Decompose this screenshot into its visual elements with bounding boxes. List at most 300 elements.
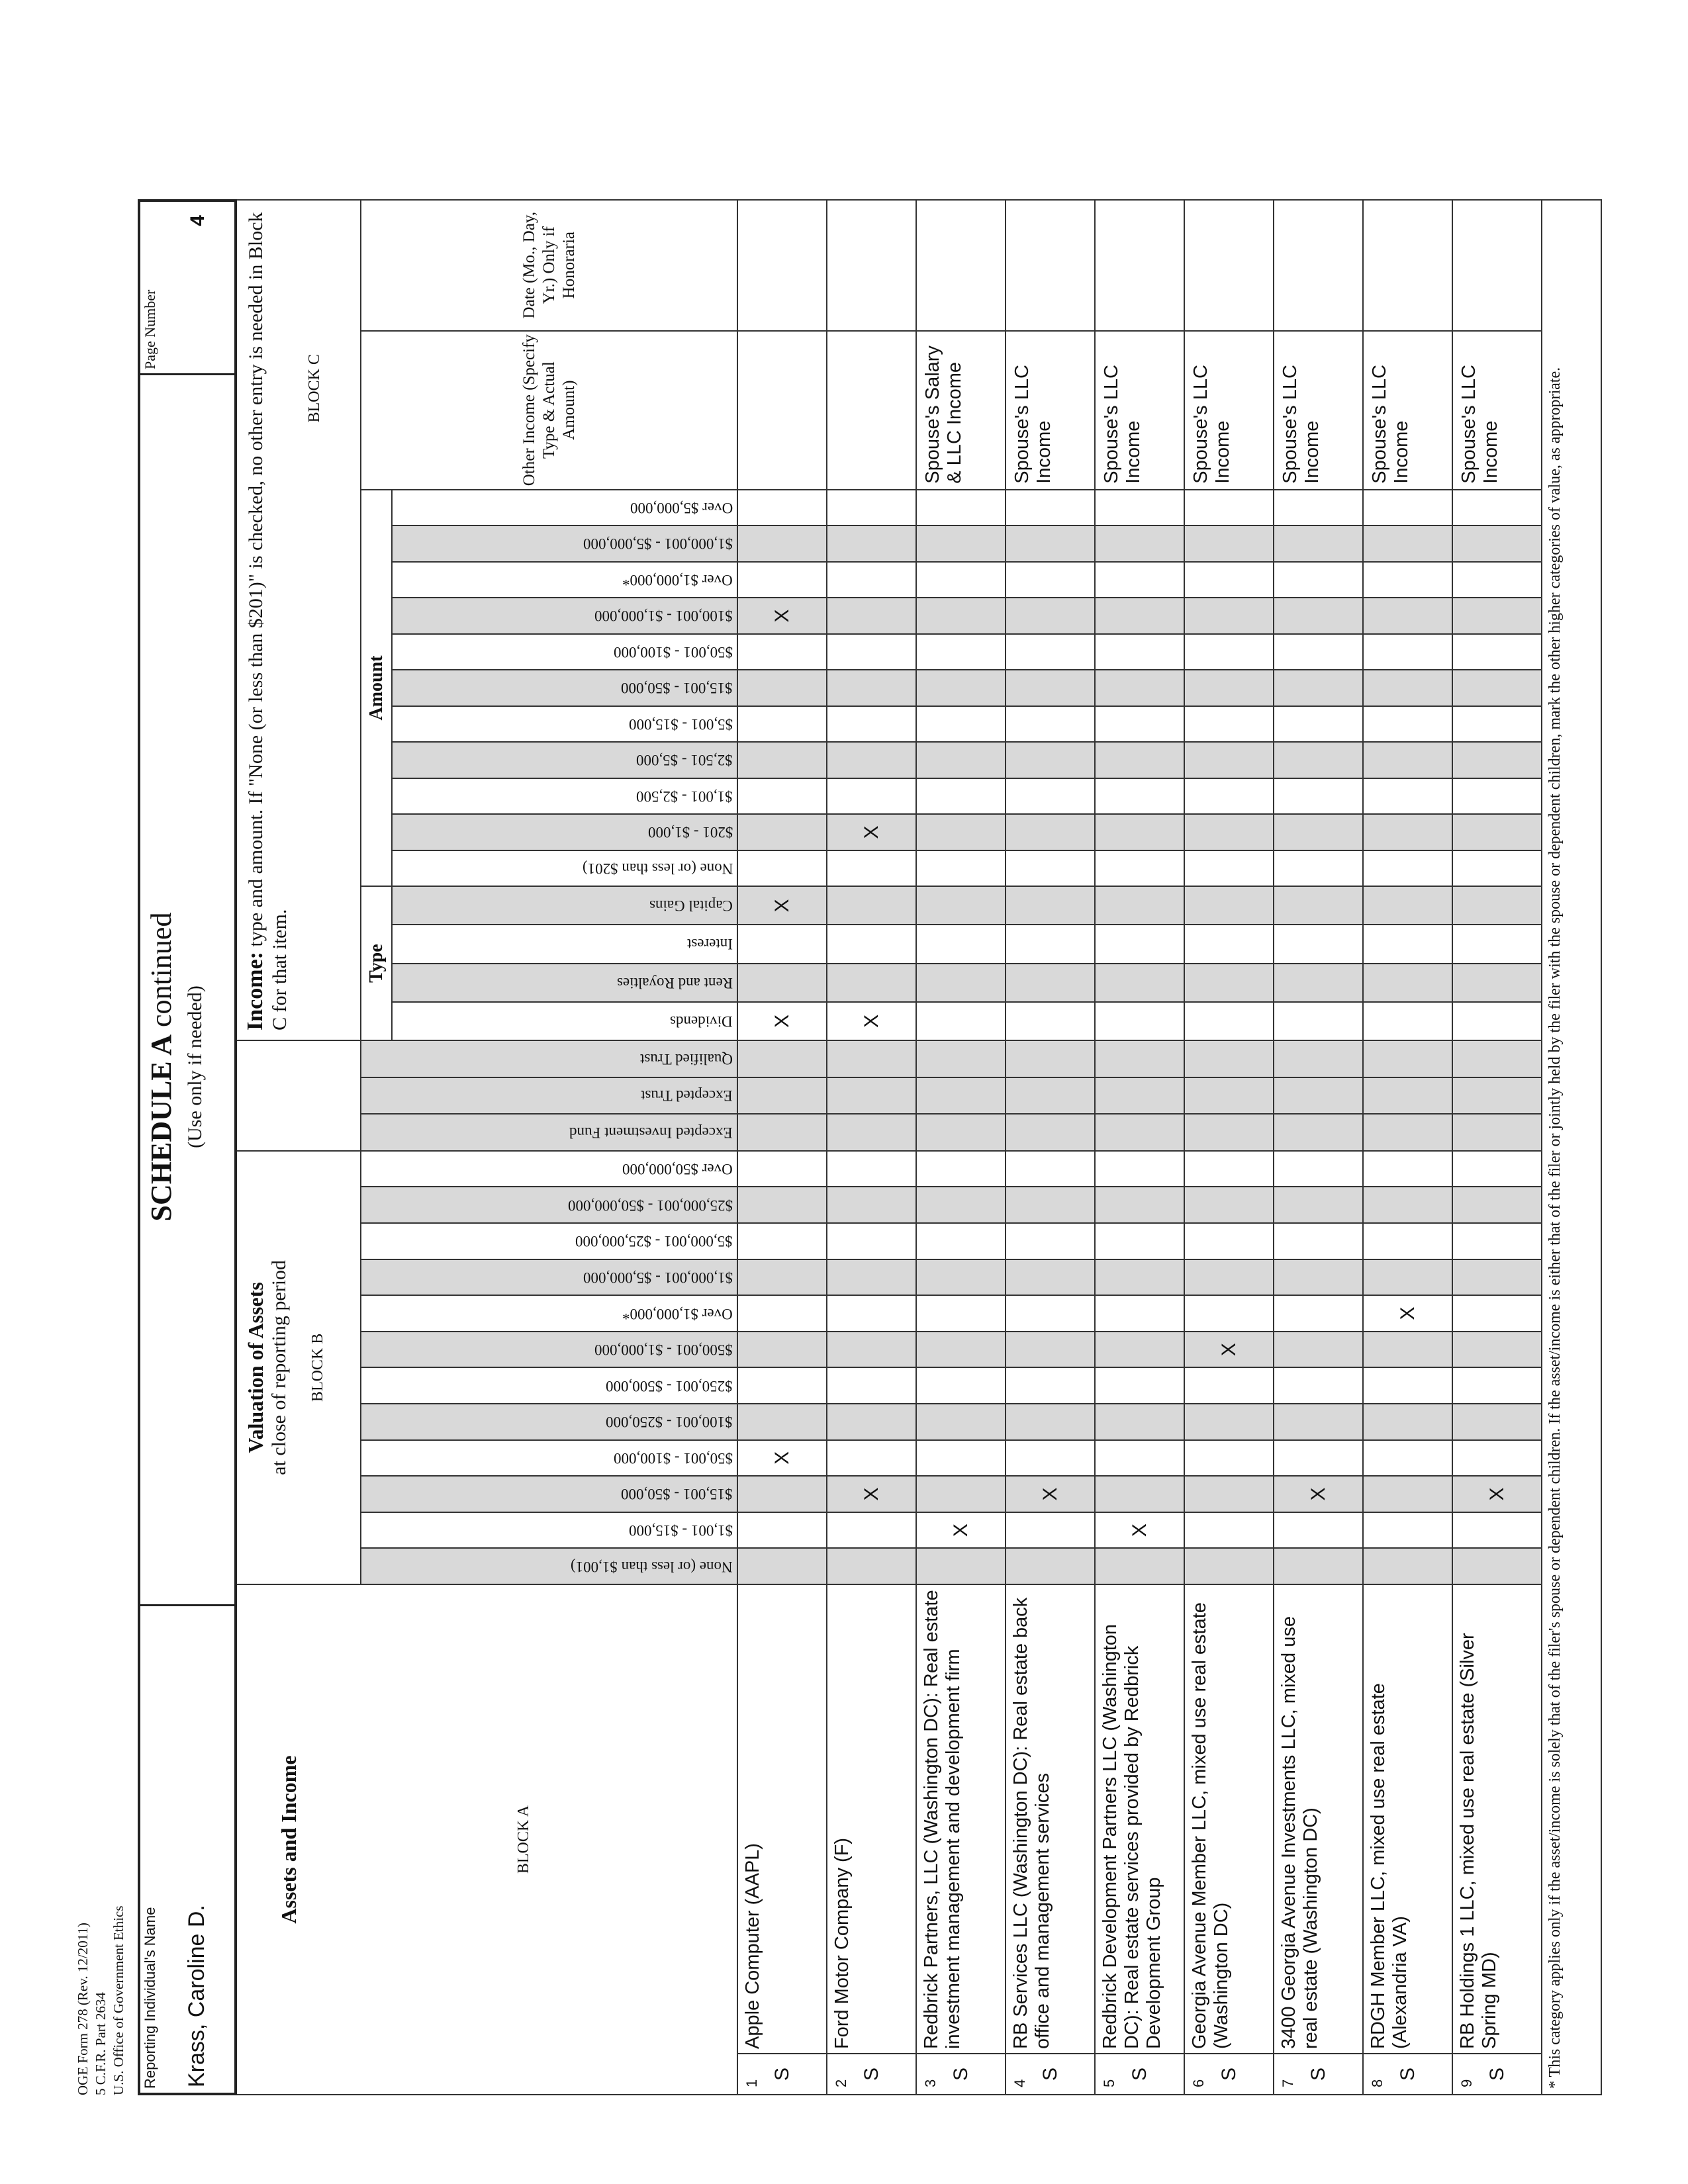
type-cell-capital-gains[interactable] [1184,886,1274,925]
valuation-cell-1-001-15-000[interactable] [1452,1512,1542,1549]
valuation-cell-25-000-001-50-000-000[interactable] [916,1187,1006,1223]
trust-cell-qualified-trust[interactable] [1452,1040,1542,1077]
valuation-cell-500-001-1-000-000[interactable] [1274,1332,1363,1368]
trust-cell-excepted-investment-fund[interactable] [916,1114,1006,1151]
amount-cell-50-001-100-000[interactable] [1274,634,1363,670]
amount-cell-over-5-000-000[interactable] [1184,490,1274,526]
amount-cell-over-5-000-000[interactable] [1095,490,1184,526]
amount-cell-none-or-less-than-201[interactable] [1363,850,1452,887]
amount-cell-201-1-000[interactable] [737,814,827,850]
type-cell-capital-gains[interactable] [916,886,1006,925]
valuation-cell-250-001-500-000[interactable] [1095,1367,1184,1404]
amount-cell-100-001-1-000-000[interactable] [827,598,916,634]
amount-cell-over-5-000-000[interactable] [916,490,1006,526]
type-cell-rent-and-royalties[interactable] [1363,964,1452,1002]
valuation-cell-50-001-100-000[interactable] [1184,1440,1274,1477]
trust-cell-excepted-investment-fund[interactable] [1184,1114,1274,1151]
type-cell-capital-gains[interactable] [1006,886,1095,925]
amount-cell-1-000-001-5-000-000[interactable] [1363,525,1452,562]
amount-cell-5-001-15-000[interactable] [1452,706,1542,743]
amount-cell-over-5-000-000[interactable] [1363,490,1452,526]
valuation-cell-100-001-250-000[interactable] [1274,1404,1363,1440]
valuation-cell-500-001-1-000-000[interactable] [1363,1332,1452,1368]
amount-cell-1-001-2-500[interactable] [1363,778,1452,815]
type-cell-rent-and-royalties[interactable] [827,964,916,1002]
amount-cell-2-501-5-000[interactable] [1095,742,1184,778]
amount-cell-1-000-001-5-000-000[interactable] [1184,525,1274,562]
amount-cell-over-1-000-000[interactable] [916,562,1006,598]
valuation-cell-500-001-1-000-000[interactable] [1006,1332,1095,1368]
valuation-cell-over-1-000-000[interactable] [916,1295,1006,1332]
valuation-cell-5-000-001-25-000-000[interactable] [1452,1223,1542,1259]
amount-cell-50-001-100-000[interactable] [1184,634,1274,670]
amount-cell-2-501-5-000[interactable] [1363,742,1452,778]
amount-cell-5-001-15-000[interactable] [737,706,827,743]
valuation-cell-1-000-001-5-000-000[interactable] [827,1259,916,1296]
type-cell-dividends[interactable] [1452,1002,1542,1040]
valuation-cell-over-50-000-000[interactable] [1184,1151,1274,1187]
amount-cell-100-001-1-000-000[interactable] [1095,598,1184,634]
valuation-cell-25-000-001-50-000-000[interactable] [1274,1187,1363,1223]
valuation-cell-over-1-000-000[interactable] [1184,1295,1274,1332]
type-cell-rent-and-royalties[interactable] [1095,964,1184,1002]
amount-cell-2-501-5-000[interactable] [1184,742,1274,778]
valuation-cell-25-000-001-50-000-000[interactable] [1452,1187,1542,1223]
valuation-cell-50-001-100-000[interactable] [827,1440,916,1477]
amount-cell-over-5-000-000[interactable] [1274,490,1363,526]
amount-cell-over-1-000-000[interactable] [1006,562,1095,598]
valuation-cell-none-or-less-than-1-001[interactable] [1095,1548,1184,1584]
type-cell-rent-and-royalties[interactable] [1184,964,1274,1002]
row-number-cell [1006,2054,1095,2095]
valuation-cell-100-001-250-000[interactable] [1452,1404,1542,1440]
other-income-cell[interactable]: Spouse's LLC Income [1363,331,1452,490]
trust-cell-qualified-trust[interactable] [737,1040,827,1077]
amount-cell-1-001-2-500[interactable] [1452,778,1542,815]
amount-column-header-100-001-1-000-000 [392,598,737,634]
type-cell-dividends[interactable] [1184,1002,1274,1040]
valuation-cell-100-001-250-000[interactable] [1095,1404,1184,1440]
amount-cell-1-000-001-5-000-000[interactable] [1006,525,1095,562]
valuation-cell-5-000-001-25-000-000[interactable] [1184,1223,1274,1259]
valuation-cell-100-001-250-000[interactable] [737,1404,827,1440]
amount-cell-15-001-50-000[interactable] [1452,670,1542,706]
income-title: Income: [243,952,267,1030]
amount-cell-5-001-15-000[interactable] [1006,706,1095,743]
amount-cell-none-or-less-than-201[interactable] [827,850,916,887]
amount-cell-201-1-000[interactable] [1006,814,1095,850]
valuation-cell-15-001-50-000[interactable] [1184,1476,1274,1512]
valuation-cell-500-001-1-000-000[interactable] [1452,1332,1542,1368]
type-column-header-capital-gains [392,886,737,925]
honoraria-date-cell[interactable] [1184,200,1274,331]
valuation-cell-5-000-001-25-000-000[interactable] [737,1223,827,1259]
amount-cell-50-001-100-000[interactable] [1006,634,1095,670]
honoraria-date-header: Date (Mo., Day, Yr.) Only if Honoraria [361,200,737,331]
amount-cell-1-001-2-500[interactable] [1006,778,1095,815]
type-cell-dividends[interactable] [1095,1002,1184,1040]
trust-cell-excepted-trust[interactable] [1363,1077,1452,1115]
amount-cell-15-001-50-000[interactable] [737,670,827,706]
amount-column-header-5-001-15-000 [392,706,737,743]
valuation-cell-5-000-001-25-000-000[interactable] [916,1223,1006,1259]
amount-cell-over-1-000-000[interactable] [1363,562,1452,598]
amount-cell-15-001-50-000[interactable] [916,670,1006,706]
valuation-cell-over-50-000-000[interactable] [1452,1151,1542,1187]
amount-cell-15-001-50-000[interactable] [1095,670,1184,706]
type-cell-capital-gains[interactable] [827,886,916,925]
amount-cell-50-001-100-000[interactable] [916,634,1006,670]
amount-cell-1-000-001-5-000-000[interactable] [827,525,916,562]
amount-cell-1-000-001-5-000-000[interactable] [1452,525,1542,562]
amount-cell-none-or-less-than-201[interactable] [1006,850,1095,887]
valuation-cell-5-000-001-25-000-000[interactable] [1274,1223,1363,1259]
valuation-cell-1-001-15-000[interactable] [916,1512,1006,1549]
amount-cell-over-5-000-000[interactable] [1006,490,1095,526]
form-identifier [74,1905,128,2095]
type-cell-interest[interactable] [916,925,1006,963]
valuation-cell-1-000-001-5-000-000[interactable] [1006,1259,1095,1296]
valuation-cell-over-1-000-000[interactable] [1006,1295,1095,1332]
valuation-cell-25-000-001-50-000-000[interactable] [1184,1187,1274,1223]
amount-cell-2-501-5-000[interactable] [827,742,916,778]
valuation-cell-1-001-15-000[interactable] [1274,1512,1363,1549]
type-cell-interest[interactable] [1452,925,1542,963]
amount-cell-1-001-2-500[interactable] [1274,778,1363,815]
amount-cell-1-001-2-500[interactable] [737,778,827,815]
valuation-cell-500-001-1-000-000[interactable] [1184,1332,1274,1368]
valuation-cell-100-001-250-000[interactable] [916,1404,1006,1440]
type-cell-interest[interactable] [827,925,916,963]
valuation-cell-500-001-1-000-000[interactable] [1095,1332,1184,1368]
amount-cell-none-or-less-than-201[interactable] [1184,850,1274,887]
valuation-cell-50-001-100-000[interactable] [1452,1440,1542,1477]
amount-cell-15-001-50-000[interactable] [1184,670,1274,706]
valuation-cell-over-1-000-000[interactable] [1095,1295,1184,1332]
amount-cell-over-1-000-000[interactable] [1184,562,1274,598]
valuation-cell-1-001-15-000[interactable] [1363,1512,1452,1549]
valuation-cell-1-000-001-5-000-000[interactable] [1095,1259,1184,1296]
type-cell-rent-and-royalties[interactable] [916,964,1006,1002]
amount-cell-100-001-1-000-000[interactable] [737,598,827,634]
valuation-cell-none-or-less-than-1-001[interactable] [1452,1548,1542,1584]
valuation-cell-50-001-100-000[interactable] [1363,1440,1452,1477]
amount-cell-15-001-50-000[interactable] [1274,670,1363,706]
valuation-cell-250-001-500-000[interactable] [1184,1367,1274,1404]
amount-cell-201-1-000[interactable] [827,814,916,850]
valuation-cell-over-50-000-000[interactable] [916,1151,1006,1187]
type-cell-capital-gains[interactable] [1452,886,1542,925]
valuation-cell-none-or-less-than-1-001[interactable] [1184,1548,1274,1584]
valuation-cell-50-001-100-000[interactable] [1095,1440,1184,1477]
column-header-label: None (or less than $201) [582,860,733,877]
asset-description: Apple Computer (AAPL) [737,1584,827,2054]
type-cell-interest[interactable] [1363,925,1452,963]
amount-cell-1-001-2-500[interactable] [1184,778,1274,815]
trust-cell-excepted-investment-fund[interactable] [1274,1114,1363,1151]
valuation-cell-50-001-100-000[interactable] [1006,1440,1095,1477]
amount-cell-1-001-2-500[interactable] [827,778,916,815]
honoraria-date-cell[interactable] [1006,200,1095,331]
valuation-cell-100-001-250-000[interactable] [1363,1404,1452,1440]
valuation-cell-25-000-001-50-000-000[interactable] [737,1187,827,1223]
trust-cell-excepted-trust[interactable] [1274,1077,1363,1115]
amount-cell-2-501-5-000[interactable] [1452,742,1542,778]
amount-cell-15-001-50-000[interactable] [827,670,916,706]
amount-cell-100-001-1-000-000[interactable] [1452,598,1542,634]
type-cell-interest[interactable] [1095,925,1184,963]
amount-cell-over-5-000-000[interactable] [1452,490,1542,526]
type-cell-dividends[interactable] [737,1002,827,1040]
type-cell-interest[interactable] [737,925,827,963]
trust-cell-qualified-trust[interactable] [1095,1040,1184,1077]
other-income-cell[interactable]: Spouse's LLC Income [1452,331,1542,490]
trust-cell-qualified-trust[interactable] [1274,1040,1363,1077]
amount-cell-over-1-000-000[interactable] [1095,562,1184,598]
valuation-cell-none-or-less-than-1-001[interactable] [1006,1548,1095,1584]
honoraria-date-cell[interactable] [737,200,827,331]
amount-cell-1-001-2-500[interactable] [916,778,1006,815]
amount-cell-5-001-15-000[interactable] [1274,706,1363,743]
type-cell-dividends[interactable] [1006,1002,1095,1040]
trust-cell-qualified-trust[interactable] [1184,1040,1274,1077]
type-cell-capital-gains[interactable] [1363,886,1452,925]
amount-cell-2-501-5-000[interactable] [1006,742,1095,778]
valuation-cell-50-001-100-000[interactable] [916,1440,1006,1477]
checkbox-mark: X [1485,1487,1508,1501]
type-cell-interest[interactable] [1274,925,1363,963]
amount-cell-50-001-100-000[interactable] [1363,634,1452,670]
amount-cell-5-001-15-000[interactable] [916,706,1006,743]
amount-cell-over-5-000-000[interactable] [737,490,827,526]
other-income-cell[interactable]: Spouse's LLC Income [1006,331,1095,490]
type-cell-interest[interactable] [1184,925,1274,963]
trust-cell-excepted-investment-fund[interactable] [1452,1114,1542,1151]
amount-cell-5-001-15-000[interactable] [827,706,916,743]
amount-cell-none-or-less-than-201[interactable] [916,850,1006,887]
valuation-cell-100-001-250-000[interactable] [827,1404,916,1440]
amount-cell-50-001-100-000[interactable] [1452,634,1542,670]
type-cell-rent-and-royalties[interactable] [1006,964,1095,1002]
valuation-cell-1-000-001-5-000-000[interactable] [1363,1259,1452,1296]
valuation-cell-15-001-50-000[interactable] [737,1476,827,1512]
trust-cell-excepted-trust[interactable] [1184,1077,1274,1115]
amount-cell-1-000-001-5-000-000[interactable] [916,525,1006,562]
valuation-cell-1-001-15-000[interactable] [827,1512,916,1549]
type-cell-dividends[interactable] [916,1002,1006,1040]
amount-cell-1-000-001-5-000-000[interactable] [1274,525,1363,562]
valuation-cell-over-1-000-000[interactable] [737,1295,827,1332]
amount-cell-none-or-less-than-201[interactable] [1095,850,1184,887]
amount-cell-none-or-less-than-201[interactable] [1274,850,1363,887]
amount-cell-201-1-000[interactable] [1095,814,1184,850]
type-cell-dividends[interactable] [1274,1002,1363,1040]
trust-cell-qualified-trust[interactable] [1006,1040,1095,1077]
valuation-cell-over-50-000-000[interactable] [1363,1151,1452,1187]
type-cell-rent-and-royalties[interactable] [1274,964,1363,1002]
valuation-cell-15-001-50-000[interactable] [1274,1476,1363,1512]
amount-cell-201-1-000[interactable] [1274,814,1363,850]
trust-cell-excepted-trust[interactable] [1452,1077,1542,1115]
amount-cell-50-001-100-000[interactable] [827,634,916,670]
type-cell-rent-and-royalties[interactable] [1452,964,1542,1002]
valuation-cell-none-or-less-than-1-001[interactable] [1363,1548,1452,1584]
reporting-name-field [140,1604,234,2093]
amount-cell-1-001-2-500[interactable] [1095,778,1184,815]
type-cell-interest[interactable] [1006,925,1095,963]
valuation-cell-500-001-1-000-000[interactable] [916,1332,1006,1368]
valuation-cell-250-001-500-000[interactable] [827,1367,916,1404]
valuation-cell-15-001-50-000[interactable] [1452,1476,1542,1512]
valuation-cell-none-or-less-than-1-001[interactable] [737,1548,827,1584]
valuation-cell-250-001-500-000[interactable] [1452,1367,1542,1404]
valuation-cell-1-001-15-000[interactable] [1006,1512,1095,1549]
valuation-cell-1-000-001-5-000-000[interactable] [1184,1259,1274,1296]
valuation-cell-25-000-001-50-000-000[interactable] [1363,1187,1452,1223]
amount-cell-5-001-15-000[interactable] [1184,706,1274,743]
valuation-cell-15-001-50-000[interactable] [1006,1476,1095,1512]
valuation-cell-15-001-50-000[interactable] [1095,1476,1184,1512]
amount-cell-5-001-15-000[interactable] [1095,706,1184,743]
honoraria-date-cell[interactable] [1274,200,1363,331]
valuation-cell-500-001-1-000-000[interactable] [737,1332,827,1368]
honoraria-date-cell[interactable] [827,200,916,331]
trust-cell-excepted-trust[interactable] [827,1077,916,1115]
amount-cell-15-001-50-000[interactable] [1006,670,1095,706]
column-header-label: None (or less than $1,001) [571,1558,733,1575]
honoraria-date-cell[interactable] [1452,200,1542,331]
trust-cell-excepted-investment-fund[interactable] [1095,1114,1184,1151]
amount-cell-100-001-1-000-000[interactable] [1006,598,1095,634]
valuation-cell-500-001-1-000-000[interactable] [827,1332,916,1368]
other-income-cell[interactable]: Spouse's Salary & LLC Income [916,331,1006,490]
amount-cell-100-001-1-000-000[interactable] [1274,598,1363,634]
amount-cell-1-000-001-5-000-000[interactable] [737,525,827,562]
amount-cell-15-001-50-000[interactable] [1363,670,1452,706]
valuation-cell-none-or-less-than-1-001[interactable] [1274,1548,1363,1584]
other-income-cell[interactable]: Spouse's LLC Income [1184,331,1274,490]
trust-cell-excepted-trust[interactable] [1006,1077,1095,1115]
valuation-cell-over-50-000-000[interactable] [1006,1151,1095,1187]
honoraria-date-cell[interactable] [916,200,1006,331]
type-cell-rent-and-royalties[interactable] [737,964,827,1002]
amount-cell-50-001-100-000[interactable] [1095,634,1184,670]
amount-cell-100-001-1-000-000[interactable] [1184,598,1274,634]
amount-cell-over-5-000-000[interactable] [827,490,916,526]
trust-cell-qualified-trust[interactable] [827,1040,916,1077]
trust-cell-qualified-trust[interactable] [1363,1040,1452,1077]
valuation-cell-none-or-less-than-1-001[interactable] [827,1548,916,1584]
valuation-cell-250-001-500-000[interactable] [1006,1367,1095,1404]
valuation-cell-1-000-001-5-000-000[interactable] [1274,1259,1363,1296]
amount-cell-201-1-000[interactable] [1184,814,1274,850]
valuation-cell-over-1-000-000[interactable] [1274,1295,1363,1332]
amount-cell-over-1-000-000[interactable] [827,562,916,598]
valuation-cell-15-001-50-000[interactable] [916,1476,1006,1512]
valuation-cell-over-1-000-000[interactable] [1452,1295,1542,1332]
valuation-cell-250-001-500-000[interactable] [737,1367,827,1404]
valuation-cell-250-001-500-000[interactable] [1363,1367,1452,1404]
amount-cell-100-001-1-000-000[interactable] [916,598,1006,634]
valuation-cell-25-000-001-50-000-000[interactable] [827,1187,916,1223]
amount-cell-100-001-1-000-000[interactable] [1363,598,1452,634]
amount-cell-50-001-100-000[interactable] [737,634,827,670]
valuation-cell-25-000-001-50-000-000[interactable] [1006,1187,1095,1223]
type-cell-dividends[interactable] [1363,1002,1452,1040]
amount-cell-201-1-000[interactable] [1363,814,1452,850]
valuation-cell-250-001-500-000[interactable] [916,1367,1006,1404]
valuation-cell-25-000-001-50-000-000[interactable] [1095,1187,1184,1223]
trust-cell-excepted-trust[interactable] [1095,1077,1184,1115]
type-cell-capital-gains[interactable] [1274,886,1363,925]
amount-cell-201-1-000[interactable] [1452,814,1542,850]
valuation-cell-over-50-000-000[interactable] [737,1151,827,1187]
valuation-cell-1-000-001-5-000-000[interactable] [1452,1259,1542,1296]
valuation-cell-50-001-100-000[interactable] [737,1440,827,1477]
type-cell-capital-gains[interactable] [737,886,827,925]
trust-cell-excepted-trust[interactable] [737,1077,827,1115]
valuation-cell-1-001-15-000[interactable] [737,1512,827,1549]
other-income-cell[interactable]: Spouse's LLC Income [1095,331,1184,490]
valuation-cell-100-001-250-000[interactable] [1006,1404,1095,1440]
amount-cell-over-1-000-000[interactable] [1274,562,1363,598]
valuation-cell-over-50-000-000[interactable] [1095,1151,1184,1187]
other-income-cell[interactable] [827,331,916,490]
amount-cell-over-1-000-000[interactable] [1452,562,1542,598]
valuation-cell-none-or-less-than-1-001[interactable] [916,1548,1006,1584]
amount-cell-2-501-5-000[interactable] [916,742,1006,778]
valuation-cell-over-50-000-000[interactable] [827,1151,916,1187]
trust-cell-excepted-trust[interactable] [916,1077,1006,1115]
amount-cell-none-or-less-than-201[interactable] [1452,850,1542,887]
trust-cell-excepted-investment-fund[interactable] [1363,1114,1452,1151]
valuation-cell-1-001-15-000[interactable] [1095,1512,1184,1549]
valuation-cell-15-001-50-000[interactable] [827,1476,916,1512]
honoraria-date-cell[interactable] [1363,200,1452,331]
valuation-cell-over-1-000-000[interactable] [1363,1295,1452,1332]
other-income-cell[interactable]: Spouse's LLC Income [1274,331,1363,490]
amount-cell-1-000-001-5-000-000[interactable] [1095,525,1184,562]
trust-cell-excepted-investment-fund[interactable] [737,1114,827,1151]
valuation-cell-5-000-001-25-000-000[interactable] [1006,1223,1095,1259]
amount-cell-201-1-000[interactable] [916,814,1006,850]
amount-cell-2-501-5-000[interactable] [1274,742,1363,778]
valuation-cell-1-001-15-000[interactable] [1184,1512,1274,1549]
type-cell-capital-gains[interactable] [1095,886,1184,925]
trust-cell-excepted-investment-fund[interactable] [827,1114,916,1151]
valuation-cell-250-001-500-000[interactable] [1274,1367,1363,1404]
amount-cell-none-or-less-than-201[interactable] [737,850,827,887]
valuation-cell-1-000-001-5-000-000[interactable] [737,1259,827,1296]
valuation-cell-15-001-50-000[interactable] [1363,1476,1452,1512]
other-income-cell[interactable] [737,331,827,490]
amount-cell-5-001-15-000[interactable] [1363,706,1452,743]
valuation-cell-5-000-001-25-000-000[interactable] [1363,1223,1452,1259]
valuation-cell-1-000-001-5-000-000[interactable] [916,1259,1006,1296]
amount-cell-2-501-5-000[interactable] [737,742,827,778]
valuation-cell-50-001-100-000[interactable] [1274,1440,1363,1477]
amount-cell-over-1-000-000[interactable] [737,562,827,598]
valuation-cell-over-1-000-000[interactable] [827,1295,916,1332]
honoraria-date-cell[interactable] [1095,200,1184,331]
trust-cell-qualified-trust[interactable] [916,1040,1006,1077]
valuation-cell-100-001-250-000[interactable] [1184,1404,1274,1440]
valuation-cell-5-000-001-25-000-000[interactable] [827,1223,916,1259]
trust-cell-excepted-investment-fund[interactable] [1006,1114,1095,1151]
type-cell-dividends[interactable] [827,1002,916,1040]
valuation-cell-5-000-001-25-000-000[interactable] [1095,1223,1184,1259]
valuation-cell-over-50-000-000[interactable] [1274,1151,1363,1187]
